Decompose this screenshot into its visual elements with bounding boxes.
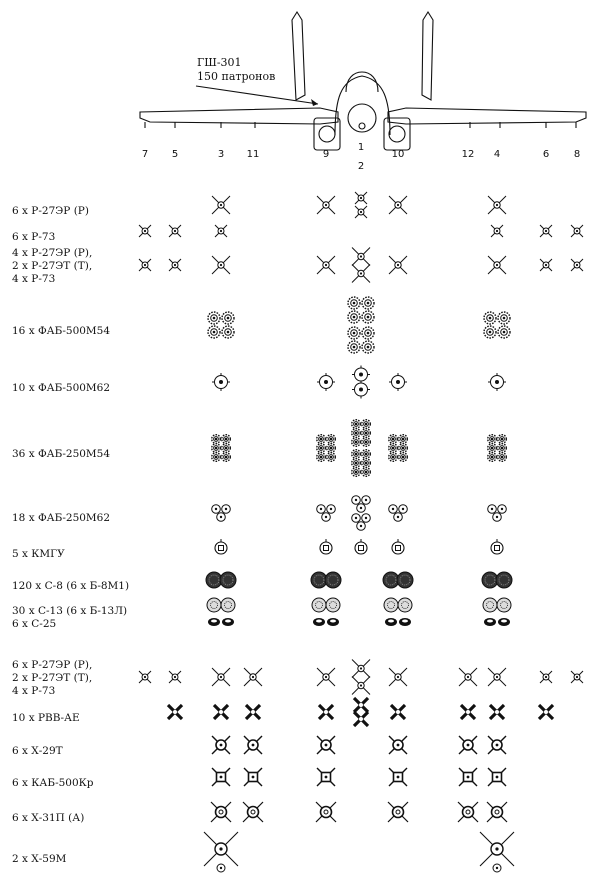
loadout-label-line: 36 x ФАБ-250М54 (12, 447, 111, 460)
bomb-cluster-4-icon (208, 312, 234, 338)
loadout-label-line: 4 x Р-73 (12, 684, 56, 697)
agm-x29-icon (488, 736, 506, 754)
bomb-single-ring-icon (389, 373, 407, 391)
short-range-missile-icon (355, 206, 367, 218)
medium-range-missile-icon (212, 196, 230, 214)
hardpoint-label-5: 5 (171, 149, 179, 160)
hardpoint-label-2: 2 (357, 161, 365, 172)
medium-range-missile-icon (317, 256, 335, 274)
bomb-cluster-6-icon (317, 435, 336, 462)
loadout-label-line: 2 x Р-27ЭТ (Т), (12, 259, 93, 272)
medium-range-missile-icon (212, 256, 230, 274)
short-range-missile-icon (540, 259, 552, 271)
guided-bomb-icon (317, 768, 335, 786)
loadout-label-line: 6 x Х-29Т (12, 744, 63, 757)
short-range-missile-icon (571, 259, 583, 271)
loadout-label-line: 4 x Р-73 (12, 272, 56, 285)
hardpoint-label-11: 11 (246, 149, 260, 160)
medium-range-missile-icon (317, 196, 335, 214)
medium-range-missile-icon (352, 248, 370, 266)
loadout-label-line: 2 x Х-59М (12, 852, 67, 865)
rvv-ae-missile-icon (246, 705, 260, 719)
bomb-cluster-4-icon (348, 327, 374, 353)
loadout-row (212, 420, 507, 477)
hardpoint-label-10: 10 (391, 149, 405, 160)
hardpoint-label-8: 8 (573, 149, 581, 160)
medium-range-missile-icon (352, 660, 370, 678)
bomb-cluster-6-icon (488, 435, 507, 462)
loadout-row (139, 225, 583, 237)
loadout-row (204, 832, 514, 872)
bomb-cluster-6-icon (352, 450, 371, 477)
short-range-missile-icon (139, 259, 151, 271)
bomb-cluster-6-icon (212, 435, 231, 462)
guided-bomb-icon (459, 768, 477, 786)
loadout-label-line: 6 x Р-27ЭР (Р), (12, 658, 93, 671)
rocket-pod-small-icon (483, 598, 511, 626)
short-range-missile-icon (491, 225, 503, 237)
loadout-label-line: 6 x КАБ-500Кр (12, 776, 94, 789)
loadout-row (212, 496, 507, 531)
rocket-pod-small-icon (207, 598, 235, 626)
rvv-ae-missile-icon (168, 705, 182, 719)
bomb-single-ring-icon (212, 373, 230, 391)
medium-range-missile-icon (459, 668, 477, 686)
rocket-pod-large-icon (311, 572, 341, 588)
bomb-cluster-4-icon (484, 312, 510, 338)
agm-x31-icon (487, 802, 507, 822)
loadout-row (215, 539, 503, 554)
hardpoint-label-4: 4 (493, 149, 501, 160)
bomb-cluster-6-icon (389, 435, 408, 462)
short-range-missile-icon (139, 225, 151, 237)
rvv-ae-missile-icon (214, 705, 228, 719)
bomb-single-ring-icon (488, 373, 506, 391)
hardpoint-label-9: 9 (322, 149, 330, 160)
agm-x31-icon (388, 802, 408, 822)
agm-x31-icon (458, 802, 478, 822)
bomb-triangle-3-icon (212, 505, 231, 522)
rvv-ae-missile-icon (354, 712, 368, 726)
medium-range-missile-icon (488, 668, 506, 686)
loadout-label-line: 4 x Р-27ЭР (Р), (12, 246, 93, 259)
agm-x31-icon (243, 802, 263, 822)
loadout-row (139, 248, 583, 283)
bomb-triangle-3-icon (389, 505, 408, 522)
loadout-label-line: 30 x С-13 (6 x Б-13Л) (12, 605, 128, 617)
agm-x29-icon (212, 736, 230, 754)
rvv-ae-missile-icon (391, 705, 405, 719)
loadout-label-line: 6 x Р-73 (12, 230, 56, 243)
loadout-row (212, 736, 506, 754)
bomb-single-ring-icon (317, 373, 335, 391)
hardpoint-label-7: 7 (141, 149, 149, 160)
rocket-pod-large-icon (482, 572, 512, 588)
bomb-triangle-3-icon (352, 496, 371, 513)
loadout-label-line: 2 x Р-27ЭТ (Т), (12, 671, 93, 684)
medium-range-missile-icon (488, 196, 506, 214)
short-range-missile-icon (139, 671, 151, 683)
loadout-label-line: 16 x ФАБ-500М54 (12, 324, 111, 337)
dispenser-icon (355, 539, 367, 554)
short-range-missile-icon (540, 671, 552, 683)
rocket-pod-small-icon (384, 598, 412, 626)
rvv-ae-missile-icon (490, 705, 504, 719)
medium-range-missile-icon (488, 256, 506, 274)
guided-bomb-icon (212, 768, 230, 786)
short-range-missile-icon (169, 671, 181, 683)
loadout-label-line: 10 x ФАБ-500М62 (12, 381, 111, 394)
loadout-label-line: 5 x КМГУ (12, 547, 65, 560)
medium-range-missile-icon (389, 668, 407, 686)
loadout-row (207, 598, 511, 626)
bomb-cluster-6-icon (352, 420, 371, 447)
dispenser-icon (491, 539, 503, 554)
bomb-single-ring-icon (352, 381, 370, 399)
loadout-row (206, 572, 512, 588)
loadout-row (212, 192, 506, 218)
guided-bomb-icon (244, 768, 262, 786)
medium-range-missile-icon (389, 256, 407, 274)
agm-x29-icon (389, 736, 407, 754)
hardpoint-label-1: 1 (357, 142, 365, 153)
loadout-label-line: 6 x Р-27ЭР (Р) (12, 204, 89, 217)
loadout-label-line: 6 x Х-31П (А) (12, 811, 85, 824)
dispenser-icon (392, 539, 404, 554)
rvv-ae-missile-icon (354, 698, 368, 712)
bomb-triangle-3-icon (488, 505, 507, 522)
loadout-label-line: 120 x С-8 (6 x Б-8М1) (12, 579, 130, 592)
loadout-label-line: 18 x ФАБ-250М62 (12, 511, 111, 524)
short-range-missile-icon (355, 192, 367, 204)
agm-x31-icon (211, 802, 231, 822)
rocket-pod-large-icon (383, 572, 413, 588)
agm-x29-icon (459, 736, 477, 754)
cruise-missile-icon (204, 832, 238, 872)
short-range-missile-icon (169, 225, 181, 237)
loadout-row (211, 802, 507, 822)
guided-bomb-icon (488, 768, 506, 786)
bomb-triangle-3-icon (317, 505, 336, 522)
medium-range-missile-icon (352, 677, 370, 695)
short-range-missile-icon (571, 671, 583, 683)
loadout-label-line: 10 x РВВ-АЕ (12, 711, 80, 724)
hardpoint-label-12: 12 (461, 149, 475, 160)
bomb-triangle-3-icon (352, 514, 371, 531)
loadout-row (208, 297, 510, 353)
short-range-missile-icon (169, 259, 181, 271)
loadout-row (212, 366, 506, 399)
gun-name: ГШ-301 (197, 56, 242, 69)
loadout-row (139, 660, 583, 695)
hardpoint-label-3: 3 (217, 149, 225, 160)
medium-range-missile-icon (389, 196, 407, 214)
bomb-cluster-4-icon (348, 297, 374, 323)
dispenser-icon (320, 539, 332, 554)
medium-range-missile-icon (317, 668, 335, 686)
rocket-pod-large-icon (206, 572, 236, 588)
gun-ammo: 150 патронов (197, 70, 276, 83)
rvv-ae-missile-icon (319, 705, 333, 719)
dispenser-icon (215, 539, 227, 554)
agm-x29-icon (317, 736, 335, 754)
rvv-ae-missile-icon (461, 705, 475, 719)
loadout-row (168, 698, 553, 726)
short-range-missile-icon (540, 225, 552, 237)
cruise-missile-icon (480, 832, 514, 872)
short-range-missile-icon (571, 225, 583, 237)
loadout-label-line: 6 x С-25 (12, 618, 57, 630)
guided-bomb-icon (389, 768, 407, 786)
loadout-row (212, 768, 506, 786)
agm-x31-icon (316, 802, 336, 822)
medium-range-missile-icon (352, 265, 370, 283)
hardpoint-label-6: 6 (542, 149, 550, 160)
medium-range-missile-icon (244, 668, 262, 686)
agm-x29-icon (244, 736, 262, 754)
rvv-ae-missile-icon (539, 705, 553, 719)
short-range-missile-icon (215, 225, 227, 237)
rocket-pod-small-icon (312, 598, 340, 626)
medium-range-missile-icon (212, 668, 230, 686)
